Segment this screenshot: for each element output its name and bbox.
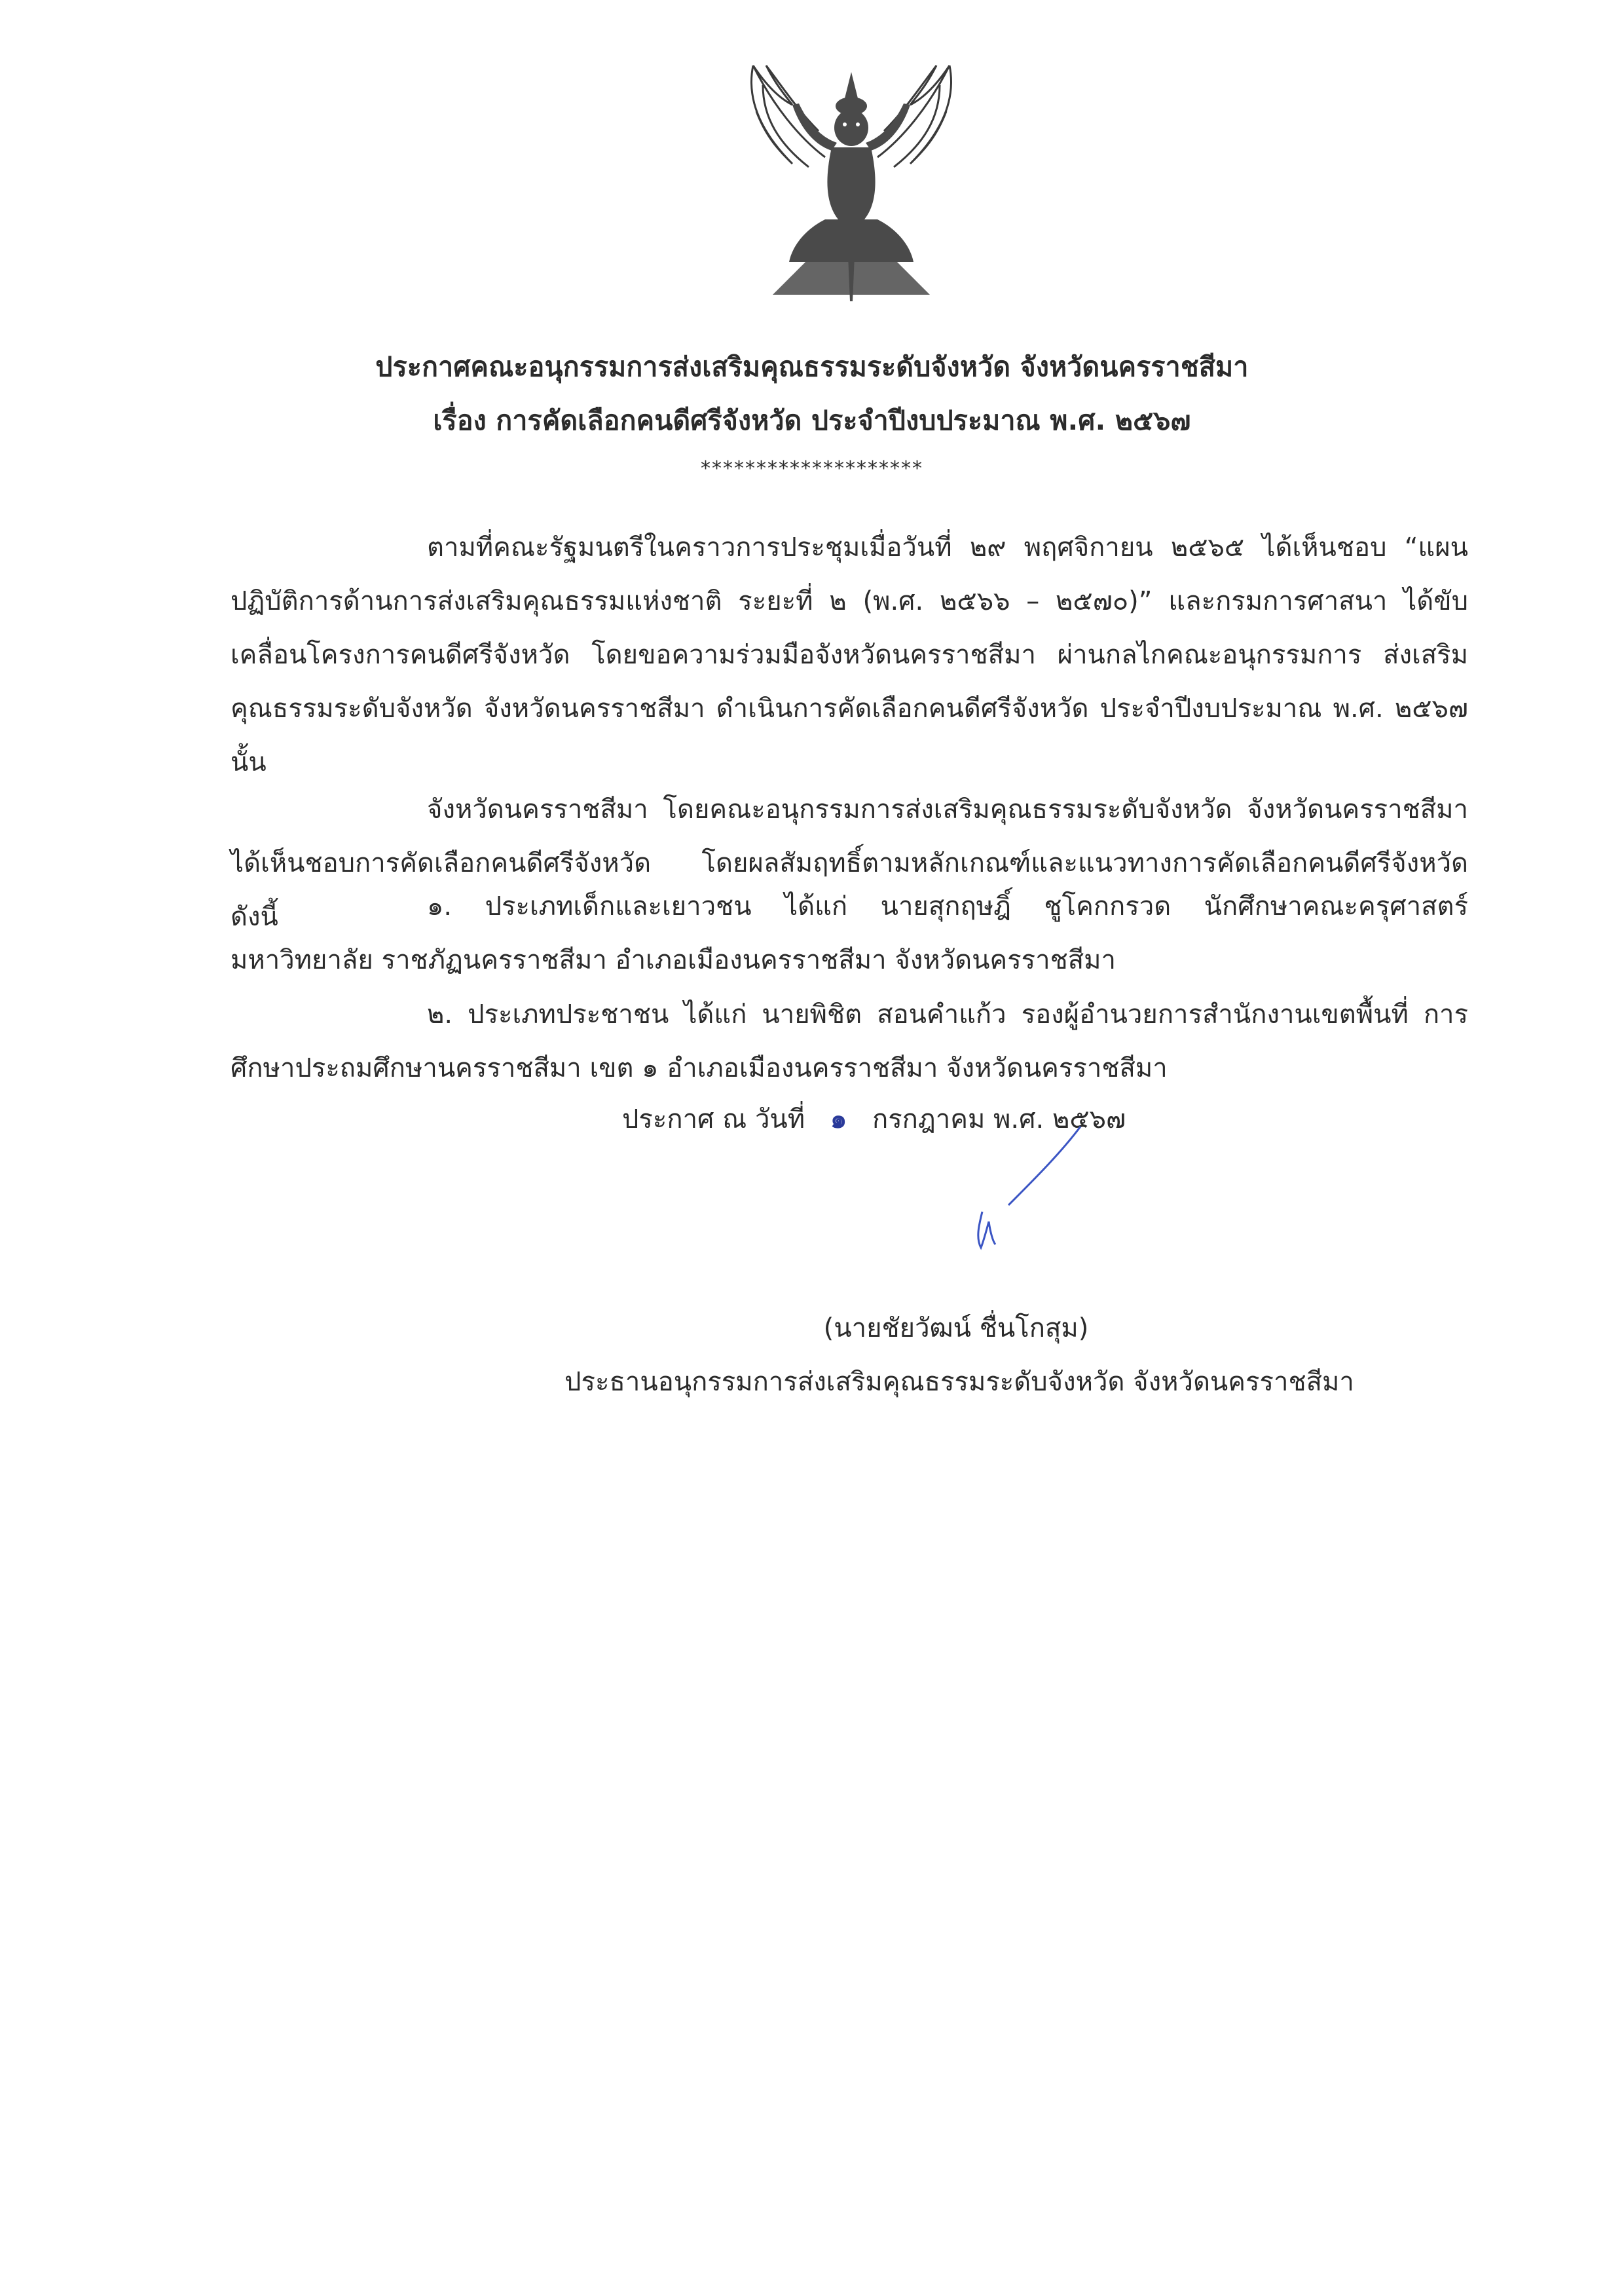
announcement-subject: เรื่อง การคัดเลือกคนดีศรีจังหวัด ประจำปีงบประมาณ พ.ศ. ๒๕๖๗ xyxy=(433,405,1191,436)
announce-day-handwritten: ๑ xyxy=(830,1104,847,1134)
paragraph-decision: จังหวัดนครราชสีมา โดยคณะอนุกรรมการส่งเสริมคุณธรรมระดับจังหวัด จังหวัดนครราชสีมา ได้เห็นชอบการคัดเลือกคนดีศรีจังหวัด โดยผลสัมฤทธิ์ตามหลักเกณฑ์และแนวทางการคัดเลือกคนดีศรีจังหวัด ดังนี้ xyxy=(231,794,1468,932)
announce-prefix: ประกาศ ณ วันที่ xyxy=(622,1104,805,1134)
separator-line: ******************** xyxy=(701,457,923,480)
announce-suffix: กรกฎาคม พ.ศ. ๒๕๖๗ xyxy=(872,1104,1126,1134)
award-item-public: ๒. ประเภทประชาชน ได้แก่ นายพิชิต สอนคำแก้ว รองผู้อำนวยการสำนักงานเขตพื้นที่ การศึกษาประถมศึกษานครราชสีมา เขต ๑ อำเภอเมืองนครราชสีมา จังหวัดนครราชสีมา xyxy=(231,999,1468,1083)
award-item-youth: ๑. ประเภทเด็กและเยาวชน ได้แก่ นายสุกฤษฎิ์ ชูโคกกรวด นักศึกษาคณะครุศาสตร์ มหาวิทยาลัย ราชภัฏนครราชสีมา อำเภอเมืองนครราชสีมา จังหวัดนครราชสีมา xyxy=(231,891,1468,975)
handwritten-signature-icon xyxy=(956,1113,1100,1264)
garuda-emblem-icon xyxy=(727,59,976,308)
signer-name: (นายชัยวัฒน์ ชื่นโกสุม) xyxy=(823,1313,1089,1343)
paragraph-background: ตามที่คณะรัฐมนตรีในคราวการประชุมเมื่อวันที่ ๒๙ พฤศจิกายน ๒๕๖๕ ได้เห็นชอบ “แผนปฏิบัติการด้านการส่งเสริมคุณธรรมแห่งชาติ ระยะที่ ๒ (พ.ศ. ๒๕๖๖ – ๒๕๗๐)” และกรมการศาสนา ได้ขับเคลื่อนโครงการคนดีศรีจังหวัด โดยขอความร่วมมือจังหวัดนครราชสีมา ผ่านกลไกคณะอนุกรรมการ ส่งเสริมคุณธรรมระดับจังหวัด จังหวัดนครราชสีมา ดำเนินการคัดเลือกคนดีศรีจังหวัด ประจำปีงบประมาณ พ.ศ. ๒๕๖๗ นั้น xyxy=(231,532,1468,777)
signer-position: ประธานอนุกรรมการส่งเสริมคุณธรรมระดับจังหวัด จังหวัดนครราชสีมา xyxy=(564,1367,1354,1397)
announcement-title: ประกาศคณะอนุกรรมการส่งเสริมคุณธรรมระดับจังหวัด จังหวัดนครราชสีมา xyxy=(375,351,1249,382)
